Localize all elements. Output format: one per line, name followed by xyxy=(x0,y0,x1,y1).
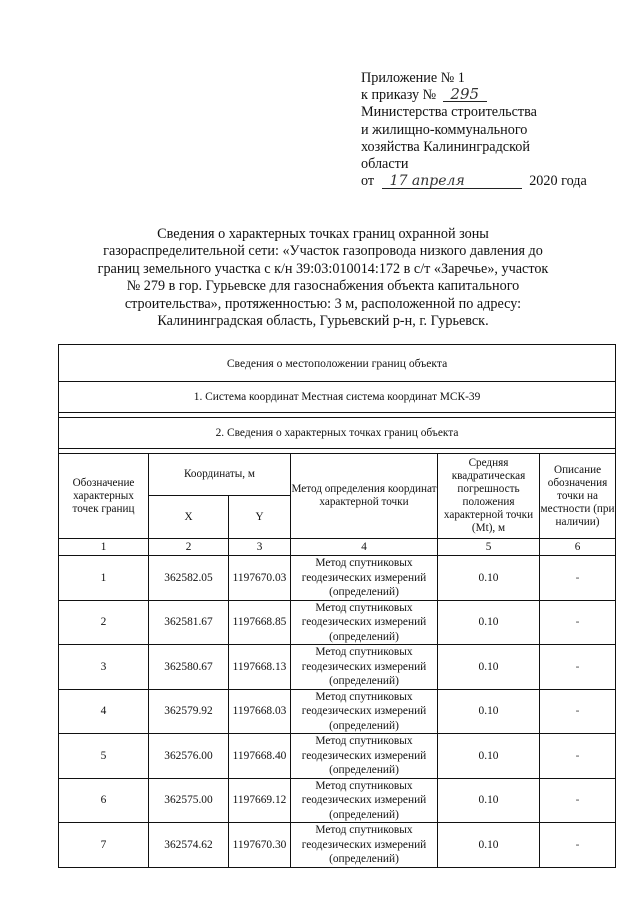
table-body xyxy=(59,345,616,868)
section-title: Сведения о местоположении границ объекта xyxy=(59,345,616,382)
coord-x: 362582.05 xyxy=(149,556,229,601)
title-line-2: газораспределительной сети: «Участок газопровода низкого давления до xyxy=(103,243,543,260)
title-line-4: № 279 в гор. Гурьевске для газоснабжения объекта капитального xyxy=(126,278,520,295)
method-cell: Метод спутниковых геодезических измерений (определений) xyxy=(291,689,438,734)
ministry-line-3: хозяйства Калининградской xyxy=(361,138,530,155)
method-cell: Метод спутниковых геодезических измерений (определений) xyxy=(291,556,438,601)
point-number: 3 xyxy=(59,645,149,690)
table-row xyxy=(59,734,616,779)
header-method: Метод определения координат характерной точки xyxy=(291,454,438,539)
coord-x: 362580.67 xyxy=(149,645,229,690)
points-section-title: 2. Сведения о характерных точках границ объекта xyxy=(59,418,616,449)
appendix-header xyxy=(361,70,611,190)
point-number: 6 xyxy=(59,778,149,823)
coord-y: 1197668.85 xyxy=(229,600,291,645)
method-cell: Метод спутниковых геодезических измерений (определений) xyxy=(291,645,438,690)
column-number: 5 xyxy=(438,539,540,556)
header-coordinates: Координаты, м xyxy=(149,454,291,496)
point-number: 5 xyxy=(59,734,149,779)
description-cell: - xyxy=(540,556,616,601)
column-number: 6 xyxy=(540,539,616,556)
accuracy-cell: 0.10 xyxy=(438,556,540,601)
ministry-line-1: Министерства строительства xyxy=(361,104,537,121)
column-number: 1 xyxy=(59,539,149,556)
appendix-title: Приложение № 1 xyxy=(361,70,465,86)
description-cell: - xyxy=(540,689,616,734)
point-number: 1 xyxy=(59,556,149,601)
header-x: X xyxy=(149,496,229,539)
accuracy-cell: 0.10 xyxy=(438,778,540,823)
coord-x: 362574.62 xyxy=(149,823,229,868)
column-number: 2 xyxy=(149,539,229,556)
title-line-5: строительства», протяженностью: 3 м, расположенной по адресу: xyxy=(124,295,522,312)
method-cell: Метод спутниковых геодезических измерений (определений) xyxy=(291,823,438,868)
description-cell: - xyxy=(540,734,616,779)
column-numbers-row xyxy=(59,539,616,556)
document-title xyxy=(88,226,558,330)
point-number: 2 xyxy=(59,600,149,645)
table-row xyxy=(59,823,616,868)
accuracy-cell: 0.10 xyxy=(438,600,540,645)
description-cell: - xyxy=(540,600,616,645)
date-year: 2020 года xyxy=(529,173,587,190)
accuracy-cell: 0.10 xyxy=(438,645,540,690)
ministry-line-2: и жилищно-коммунального xyxy=(361,121,528,138)
header-y: Y xyxy=(229,496,291,539)
coord-y: 1197670.30 xyxy=(229,823,291,868)
header-description: Описание обозначения точки на местности (при наличии) xyxy=(540,454,616,539)
header-designation: Обозначение характерных точек границ xyxy=(59,454,149,539)
accuracy-cell: 0.10 xyxy=(438,734,540,779)
accuracy-cell: 0.10 xyxy=(438,689,540,734)
accuracy-cell: 0.10 xyxy=(438,823,540,868)
table-row xyxy=(59,556,616,601)
table-row xyxy=(59,778,616,823)
method-cell: Метод спутниковых геодезических измерений (определений) xyxy=(291,600,438,645)
table-row xyxy=(59,645,616,690)
coord-x: 362576.00 xyxy=(149,734,229,779)
coord-y: 1197669.12 xyxy=(229,778,291,823)
order-prefix: к приказу № xyxy=(361,87,437,104)
point-number: 4 xyxy=(59,689,149,734)
coord-x: 362581.67 xyxy=(149,600,229,645)
point-number: 7 xyxy=(59,823,149,868)
coord-x: 362579.92 xyxy=(149,689,229,734)
date-prefix: от xyxy=(361,173,375,190)
order-line xyxy=(361,87,611,104)
title-line-3: границ земельного участка с к/н 39:03:010014:172 в с/т «Заречье», участок xyxy=(97,260,549,277)
header-accuracy: Средняя квадратическая погрешность положения характерной точки (Mt), м xyxy=(438,454,540,539)
coord-y: 1197668.40 xyxy=(229,734,291,779)
coord-y: 1197668.03 xyxy=(229,689,291,734)
boundary-points-table xyxy=(58,344,616,868)
column-number: 3 xyxy=(229,539,291,556)
column-number: 4 xyxy=(291,539,438,556)
description-cell: - xyxy=(540,778,616,823)
method-cell: Метод спутниковых геодезических измерений (определений) xyxy=(291,778,438,823)
description-cell: - xyxy=(540,823,616,868)
description-cell: - xyxy=(540,645,616,690)
date-handwritten: 17 апреля xyxy=(382,174,522,189)
coord-x: 362575.00 xyxy=(149,778,229,823)
title-line-6: Калининградская область, Гурьевский р-н, г. Гурьевск. xyxy=(157,313,489,330)
method-cell: Метод спутниковых геодезических измерений (определений) xyxy=(291,734,438,779)
table-row xyxy=(59,689,616,734)
table-row xyxy=(59,600,616,645)
coord-y: 1197668.13 xyxy=(229,645,291,690)
coordinate-system: 1. Система координат Местная система координат МСК-39 xyxy=(59,382,616,413)
title-line-1: Сведения о характерных точках границ охранной зоны xyxy=(157,226,489,242)
date-line xyxy=(361,173,611,190)
order-number-handwritten: 295 xyxy=(443,87,487,102)
coord-y: 1197670.03 xyxy=(229,556,291,601)
ministry-line-4: области xyxy=(361,156,409,173)
